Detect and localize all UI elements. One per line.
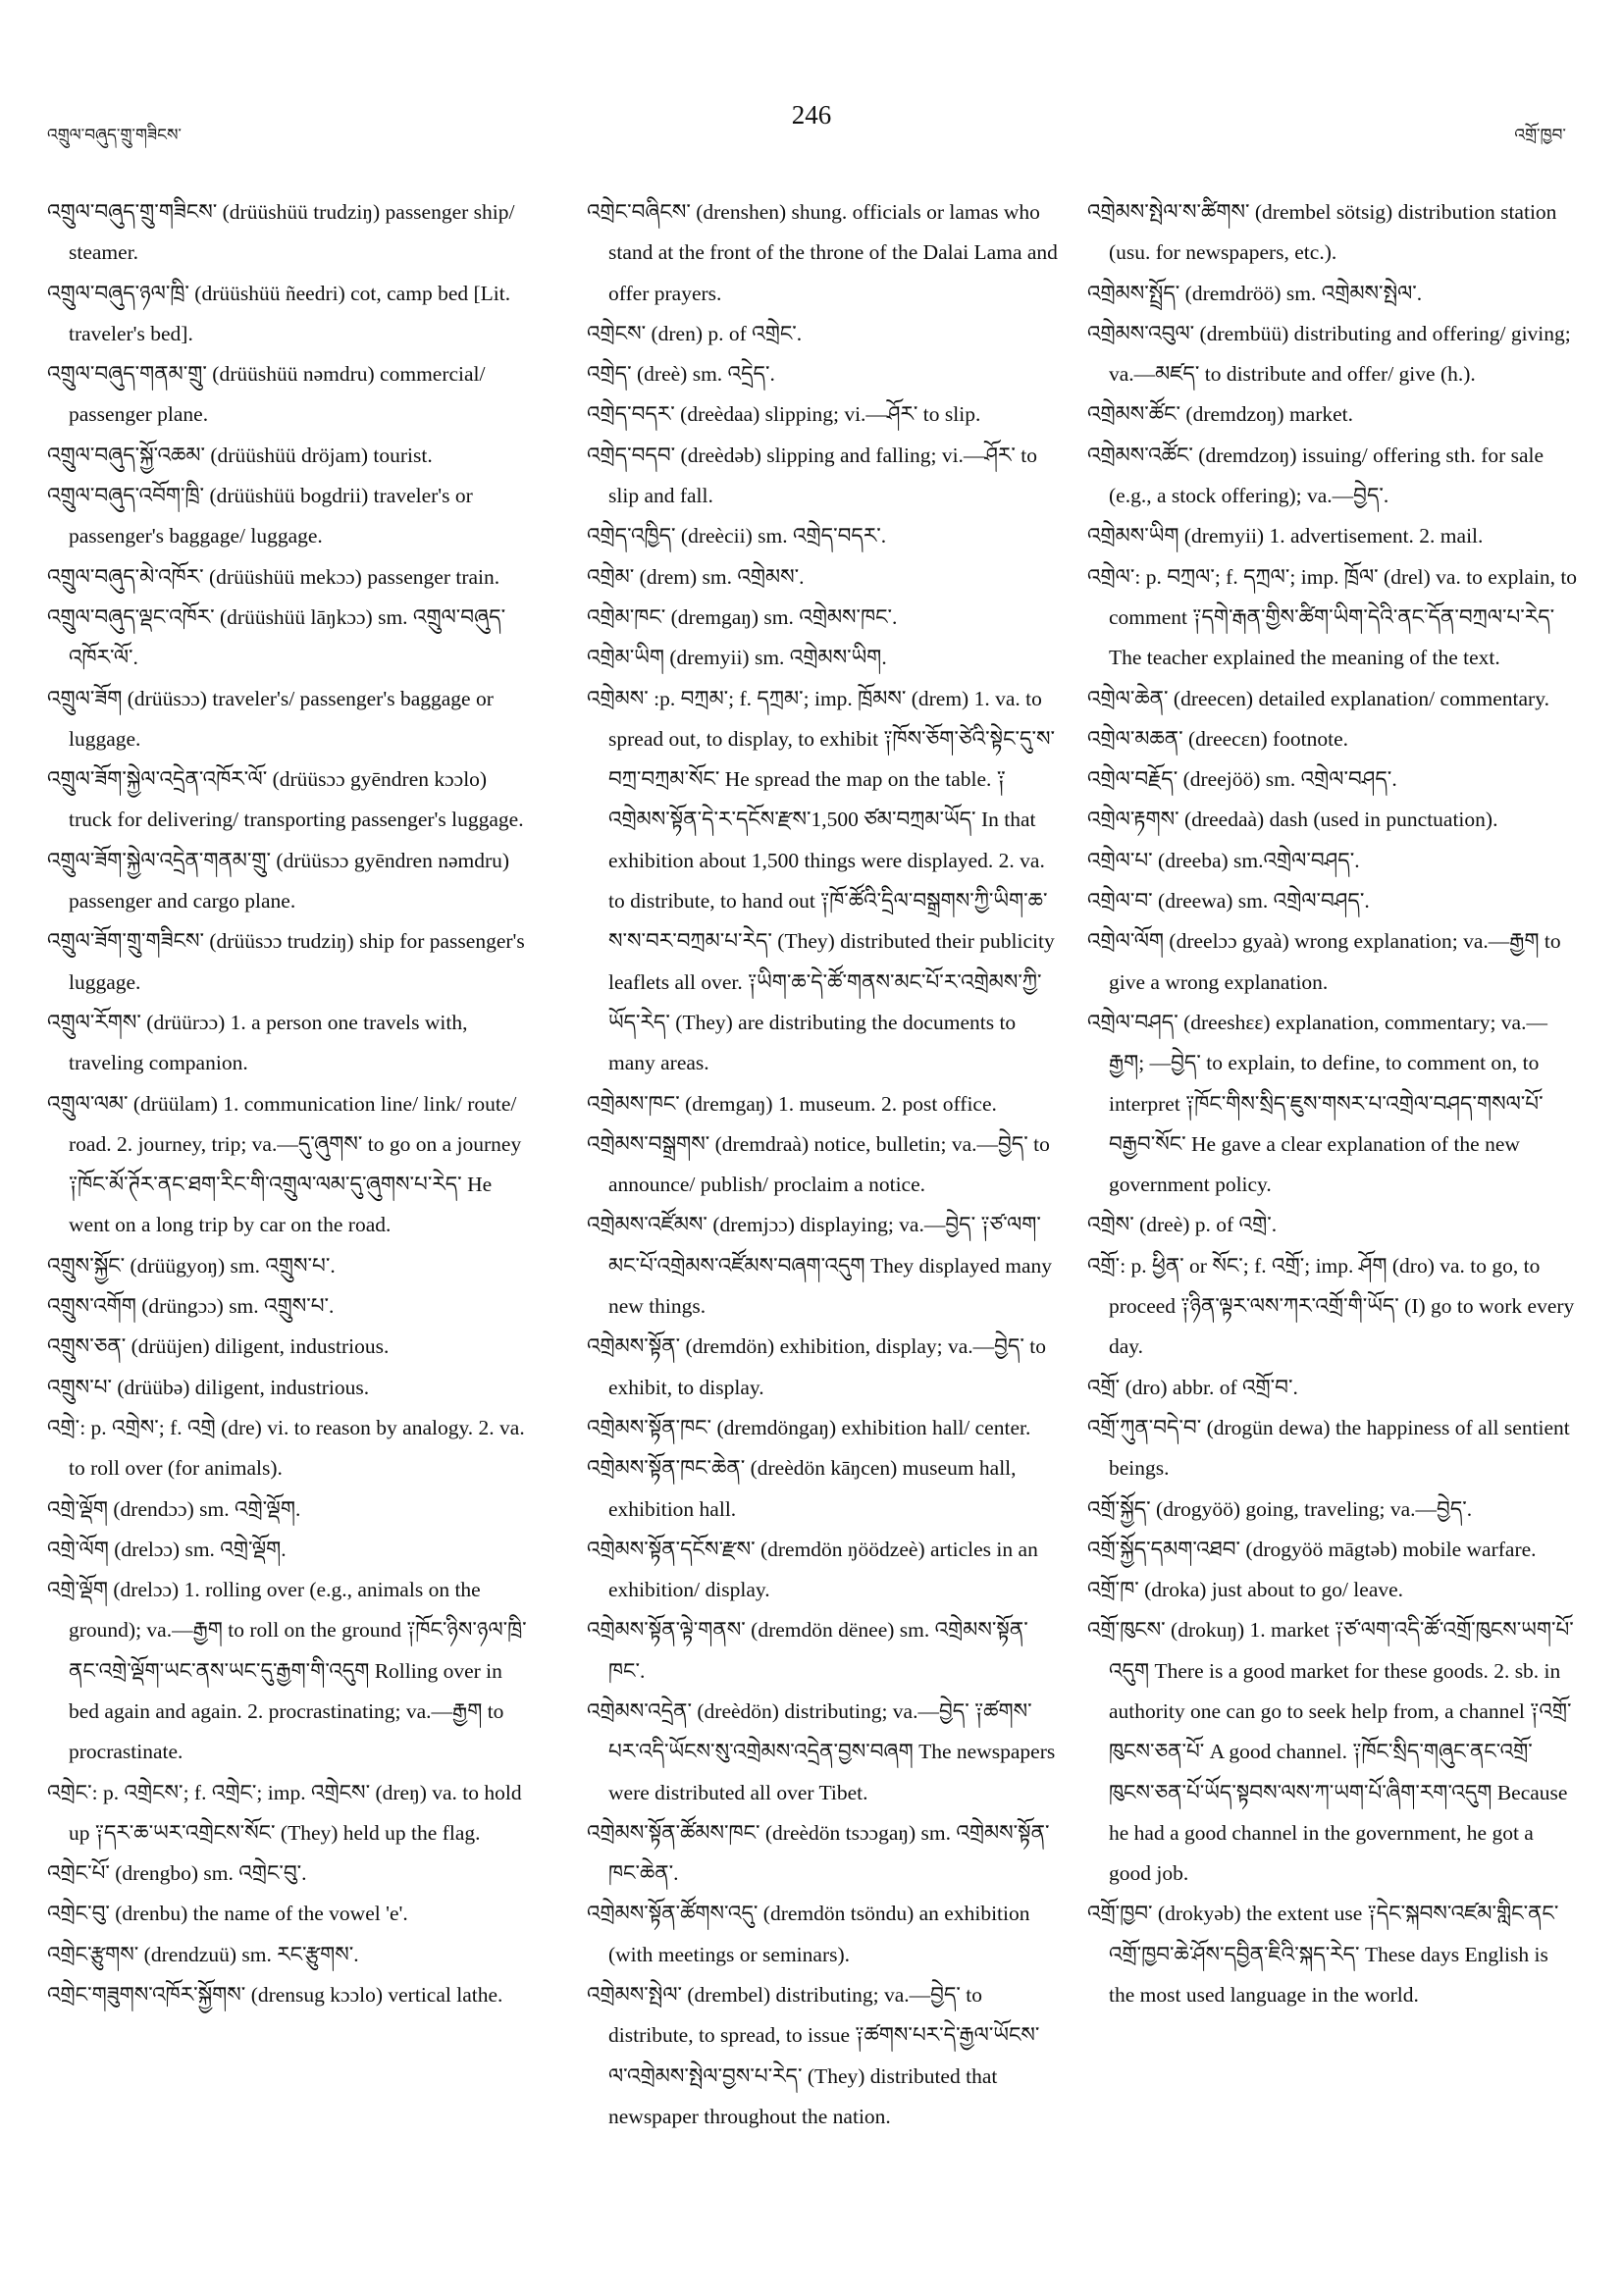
dictionary-entry: འགྲེང་བཞིངས་ (drenshen) shung. officials or lamas who stand at the front of the throne of the Dalai Lama and offer prayers.	[587, 200, 1058, 305]
dictionary-entry: འགྲོ་: p. ཕྱིན་ or སོང་; f. འགྲོ་; imp. ཤོག (dro) va. to go, to proceed ༑ཉིན་ལྟར་ལས་ཀར་འགྲོ་གི་ཡོད་ (I) go to work every day.	[1087, 1253, 1575, 1359]
dictionary-entry: འགྲུལ་བཞུད་གྲུ་གཟིངས་ (drüüshüü trudziŋ) passenger ship/ steamer.	[47, 200, 515, 265]
dictionary-entry: འགྲེམས་སྟོན་ཚོམས་ཁང་ (dreèdön tsɔɔgaŋ) sm. འགྲེམས་སྟོན་ཁང་ཆེན་.	[587, 1820, 1050, 1886]
header-right-headword: འགྲོ་ཁྱབ་	[1514, 126, 1566, 145]
dictionary-entry: འགྲེམས་སྟོན་ (dremdön) exhibition, display; va.—བྱེད་ to exhibit, to display.	[587, 1334, 1046, 1399]
dictionary-entry: འགྲོ་ཁ་ (droka) just about to go/ leave.	[1087, 1578, 1404, 1602]
dictionary-column-1	[47, 192, 528, 2015]
dictionary-entry: འགྲེད་ (dreè) sm. འདྲེད་.	[587, 362, 775, 387]
dictionary-entry: འགྲུལ་ཟོག་སྐྱེལ་འདྲེན་གནམ་གྲུ་ (drüüsɔɔ gyēndren nəmdru) passenger and cargo plane.	[47, 848, 510, 913]
dictionary-entry: འགྲེམས་སྟོན་ཁང་ (dremdöngaŋ) exhibition hall/ center.	[587, 1415, 1031, 1439]
dictionary-entry: འགྲེམས་ཚོང་ (dremdzoŋ) market.	[1087, 402, 1354, 427]
dictionary-entry: འགྲེ་ལོག (drelɔɔ) sm. འགྲེ་ལྡོག.	[47, 1537, 287, 1561]
dictionary-entry: འགྲོ་ཁུངས་ (drokuŋ) 1. market ༑ཙ་ལག་འདི་ཚོ་འགྲོ་ཁུངས་ཡག་པོ་འདུག There is a good market for these goods. 2. sb. in authority one can go to seek help from, a channel ༑འགྲོ་ཁུངས་ཅན་པོ་ A good channel. ༑ཁོང་སྲིད་གཞུང་ནང་འགྲོ་ཁུངས་ཅན་པོ་ཡོད་སྟབས་ལས་ཀ་ཡག་པོ་ཞིག་རག་འདུག Because he had a good channel in the government, he got a good job.	[1087, 1618, 1574, 1886]
dictionary-entry: འགྲོ་སྐྱོད་ (drogyöö) going, traveling; va.—བྱེད་.	[1087, 1496, 1473, 1521]
dictionary-entry: འགྲེམས་ :p. བཀྲམ་; f. དཀྲམ་; imp. ཁྲོམས་ (drem) 1. va. to spread out, to display, to exhibit ༑ཁོས་ཅོག་ཙེའི་སྟེང་དུ་ས་བཀྲ་བཀྲམ་སོང་ He spread the map on the table. ༑འགྲེམས་སྟོན་དེ་ར་དངོས་རྫས་1,500 ཙམ་བཀྲམ་ཡོད་ In that exhibition about 1,500 things were displayed. 2. va. to distribute, to hand out ༑ཁོ་ཚོའི་དྲིལ་བསྒྲགས་ཀྱི་ཡིག་ཆ་ས་ས་བར་བཀྲམ་པ་རེད་ (They) distributed their publicity leaflets all over. ༑ཡིག་ཆ་དེ་ཚོ་གནས་མང་པོ་ར་འགྲེམས་ཀྱི་ཡོད་རེད་ (They) are distributing the documents to many areas.	[587, 686, 1056, 1075]
dictionary-entry: འགྲེངས་ (dren) p. of འགྲེང་.	[587, 321, 803, 345]
dictionary-entry: འགྲེལ་མཆན་ (dreecɛn) footnote.	[1087, 726, 1349, 751]
dictionary-entry: འགྲེམས་སྟོན་ཚོགས་འདུ་ (dremdön tsöndu) an exhibition (with meetings or seminars).	[587, 1902, 1030, 1966]
dictionary-entry: འགྲུས་འགོག (drüngɔɔ) sm. འགྲུས་པ་.	[47, 1294, 335, 1319]
dictionary-entry: འགྲེམས་འཛོམས་ (dremjɔɔ) displaying; va.—བྱེད་ ༑ཙ་ལག་མང་པོ་འགྲེམས་འཛོམས་བཞག་འདུག They displayed many new things.	[587, 1213, 1053, 1319]
dictionary-entry: འགྲེང་རྩུགས་ (drendzuü) sm. རང་རྩུགས་.	[47, 1942, 359, 1966]
dictionary-entry: འགྲུས་སྐྱོང་ (drüügyoŋ) sm. འགྲུས་པ་.	[47, 1253, 336, 1278]
dictionary-entry: འགྲེལ་བ་ (dreewa) sm. འགྲེལ་བཤད་.	[1087, 889, 1370, 913]
dictionary-entry: འགྲེད་འཁྱིད་ (dreècii) sm. འགྲེད་བདར་.	[587, 524, 887, 548]
dictionary-entry: འགྲེམས་འཚོང་ (dremdzoŋ) issuing/ offering sth. for sale (e.g., a stock offering); va.—བྱེད་.	[1087, 443, 1544, 508]
dictionary-entry: འགྲེས་ (dreè) p. of འགྲེ་.	[1087, 1213, 1278, 1237]
dictionary-entry: འགྲེད་བདར་ (dreèdaa) slipping; vi.—ཤོར་ to slip.	[587, 402, 981, 427]
dictionary-entry: འགྲེ་ལྡོག (drelɔɔ) 1. rolling over (e.g., animals on the ground); va.—རྒྱག to roll on the ground ༑ཁོང་ཉིས་ཉལ་ཁྲི་ནང་འགྲེ་ལྡོག་ཡང་ནས་ཡང་དུ་རྒྱག་གི་འདུག Rolling over in bed again and again. 2. procrastinating; va.—རྒྱག to procrastinate.	[47, 1578, 527, 1764]
header-left-headword: འགྲུལ་བཞུད་གྲུ་གཟིངས་	[47, 126, 183, 145]
dictionary-entry: འགྲེམས་སྤེལ་ (drembel) distributing; va.—བྱེད་ to distribute, to spread, to issue ༑ཚགས་པར་དེ་རྒྱལ་ཡོངས་ལ་འགྲེམས་སྤེལ་བྱས་པ་རེད་ (They) distributed that newspaper throughout the nation.	[587, 1983, 1040, 2128]
dictionary-entry: འགྲོ་ཀུན་བདེ་བ་ (drogün dewa) the happiness of all sentient beings.	[1087, 1415, 1570, 1481]
dictionary-entry: འགྲེད་བདབ་ (dreèdəb) slipping and falling; vi.—ཤོར་ to slip and fall.	[587, 443, 1038, 508]
dictionary-entry: འགྲོ་སྐྱོད་དམག་འཐབ་ (drogyöö māgtəb) mobile warfare.	[1087, 1537, 1537, 1561]
dictionary-entry: འགྲེང་བུ་ (drenbu) the name of the vowel 'e'.	[47, 1902, 408, 1926]
dictionary-entry: འགྲེལ་ལོག (dreelɔɔ gyaà) wrong explanation; va.—རྒྱག to give a wrong explanation.	[1087, 929, 1561, 994]
dictionary-entry: འགྲེམས་འདྲེན་ (dreèdön) distributing; va.—བྱེད་ ༑ཚགས་པར་འདི་ཡོངས་སུ་འགྲེམས་འདྲེན་བྱས་བཞག The newspapers were distributed all over Tibet.	[587, 1698, 1056, 1804]
dictionary-entry: འགྲུལ་བཞུད་ལྡང་འཁོར་ (drüüshüü lāŋkɔɔ) sm. འགྲུལ་བཞུད་འཁོར་ལོ་.	[47, 604, 506, 670]
dictionary-entry: འགྲེམས་སྟོན་ལྟེ་གནས་ (dremdön dënee) sm. འགྲེམས་སྟོན་ཁང་.	[587, 1618, 1028, 1683]
dictionary-entry: འགྲེམས་འབུལ་ (drembüü) distributing and offering/ giving; va.—མཛད་ to distribute and offer/ give (h.).	[1087, 321, 1571, 387]
dictionary-entry: འགྲེལ་པ་ (dreeba) sm.འགྲེལ་བཤད་.	[1087, 848, 1360, 872]
dictionary-entry: འགྲེལ་བརྗོད་ (dreejöö) sm. འགྲེལ་བཤད་.	[1087, 767, 1397, 792]
dictionary-entry: འགྲུལ་བཞུད་གནམ་གྲུ་ (drüüshüü nəmdru) commercial/ passenger plane.	[47, 362, 486, 427]
dictionary-entry: འགྲེལ་ཆེན་ (dreecen) detailed explanation/ commentary.	[1087, 686, 1549, 710]
dictionary-entry: འགྲུས་ཅན་ (drüüjen) diligent, industrious.	[47, 1334, 390, 1359]
dictionary-entry: འགྲེམས་སྤེལ་ས་ཚིགས་ (drembel sötsig) distribution station (usu. for newspapers, etc.).	[1087, 200, 1557, 265]
dictionary-entry: འགྲེམས་སྤྲོད་ (dremdröö) sm. འགྲེམས་སྤེལ་.	[1087, 281, 1423, 305]
dictionary-entry: འགྲུལ་ཟོག་གྲུ་གཟིངས་ (drüüsɔɔ trudziŋ) ship for passenger's luggage.	[47, 929, 525, 994]
dictionary-entry: འགྲུལ་བཞུད་སྐྱོ་འཆམ་ (drüüshüü dröjam) tourist.	[47, 443, 433, 467]
dictionary-column-3	[1087, 192, 1578, 2015]
dictionary-entry: འགྲེལ་རྟགས་ (dreedaà) dash (used in punctuation).	[1087, 808, 1498, 832]
dictionary-entry: འགྲེམ་ (drem) sm. འགྲེམས་.	[587, 564, 805, 589]
dictionary-entry: འགྲེལ་བཤད་ (dreeshɛɛ) explanation, commentary; va.—རྒྱག; —བྱེད་ to explain, to define, to comment on, to interpret ༑ཁོང་གིས་སྲིད་ཇུས་གསར་པ་འགྲེལ་བཤད་གསལ་པོ་བརྒྱབ་སོང་ He gave a clear explanation of the new government policy.	[1087, 1010, 1547, 1197]
dictionary-entry: འགྲེམས་སྟོན་དངོས་རྫས་ (dremdön ŋöödzeè) articles in an exhibition/ display.	[587, 1537, 1038, 1602]
dictionary-entry: འགྲེམ་ཁང་ (dremgaŋ) sm. འགྲེམས་ཁང་.	[587, 604, 898, 629]
dictionary-entry: འགྲེ་: p. འགྲེས་; f. འགྲེ (dre) vi. to reason by analogy. 2. va. to roll over (for animals).	[47, 1415, 525, 1481]
dictionary-entry: འགྲེལ་: p. བཀྲལ་; f. དཀྲལ་; imp. ཁྲོལ་ (drel) va. to explain, to comment ༑དགེ་རྒན་གྱིས་ཚིག་ཡིག་དེའི་ནང་དོན་བཀྲལ་པ་རེད་ The teacher explained the meaning of the text.	[1087, 564, 1578, 670]
dictionary-entry: འགྲེམས་བསྒྲགས་ (dremdraà) notice, bulletin; va.—བྱེད་ to announce/ publish/ proclaim a notice.	[587, 1131, 1050, 1197]
dictionary-entry: འགྲུལ་ཟོག (drüüsɔɔ) traveler's/ passenger's baggage or luggage.	[47, 686, 494, 751]
dictionary-entry: འགྲེང་: p. འགྲེངས་; f. འགྲེང་; imp. འགྲེངས་ (dreŋ) va. to hold up ༑དར་ཆ་ཡར་འགྲེངས་སོང་ (They) held up the flag.	[47, 1780, 522, 1845]
dictionary-entry: འགྲུལ་བཞུད་ཉལ་ཁྲི་ (drüüshüü ñeedri) cot, camp bed [Lit. traveler's bed].	[47, 281, 511, 345]
dictionary-entry: འགྲོ་ (dro) abbr. of འགྲོ་བ་.	[1087, 1375, 1298, 1399]
page-header	[0, 94, 1623, 153]
dictionary-entry: འགྲོ་ཁྱབ་ (drokyəb) the extent use ༑དེང་སྐབས་འཛམ་གླིང་ནང་འགྲོ་ཁྱབ་ཆེ་ཤོས་དབྱིན་ཇིའི་སྐད་རེད་ These days English is the most used language in the world.	[1087, 1902, 1559, 2008]
dictionary-entry: འགྲེམས་ཁང་ (dremgaŋ) 1. museum. 2. post office.	[587, 1091, 997, 1116]
dictionary-entry: འགྲེམས་ཡིག (dremyii) 1. advertisement. 2. mail.	[1087, 524, 1484, 548]
dictionary-entry: འགྲེང་པོ་ (drengbo) sm. འགྲེང་བུ་.	[47, 1861, 307, 1886]
dictionary-entry: འགྲུལ་རོགས་ (drüürɔɔ) 1. a person one travels with, traveling companion.	[47, 1010, 468, 1075]
dictionary-entry: འགྲུལ་བཞུད་འབོག་ཁྲི་ (drüüshüü bogdrii) traveler's or passenger's baggage/ luggage.	[47, 484, 473, 548]
dictionary-entry: འགྲེང་གཟུགས་འཁོར་སྐྱོགས་ (drensug kɔɔlo) vertical lathe.	[47, 1983, 503, 2008]
page-number: 246	[791, 100, 832, 130]
dictionary-entry: འགྲེམ་ཡིག (dremyii) sm. འགྲེམས་ཡིག.	[587, 646, 887, 670]
dictionary-column-2	[587, 192, 1058, 2137]
dictionary-entry: འགྲུལ་ཟོག་སྐྱེལ་འདྲེན་འཁོར་ལོ་ (drüüsɔɔ gyēndren kɔɔlo) truck for delivering/ transporting passenger's luggage.	[47, 767, 524, 832]
dictionary-entry: འགྲུས་པ་ (drüübə) diligent, industrious.	[47, 1375, 370, 1399]
dictionary-entry: འགྲུལ་བཞུད་མེ་འཁོར་ (drüüshüü mekɔɔ) passenger train.	[47, 564, 500, 589]
dictionary-entry: འགྲུལ་ལམ་ (drüülam) 1. communication line/ link/ route/ road. 2. journey, trip; va.—དུ་ཞུགས་ to go on a journey ༑ཁོང་མོ་ཊོར་ནང་ཐག་རིང་གི་འགྲུལ་ལམ་དུ་ཞུགས་པ་རེད་ He went on a long trip by car on the road.	[47, 1091, 522, 1237]
dictionary-entry: འགྲེམས་སྟོན་ཁང་ཆེན་ (dreèdön kāŋcen) museum hall, exhibition hall.	[587, 1456, 1017, 1521]
dictionary-entry: འགྲེ་ལྡོག (drendɔɔ) sm. འགྲེ་ལྡོག.	[47, 1496, 301, 1521]
